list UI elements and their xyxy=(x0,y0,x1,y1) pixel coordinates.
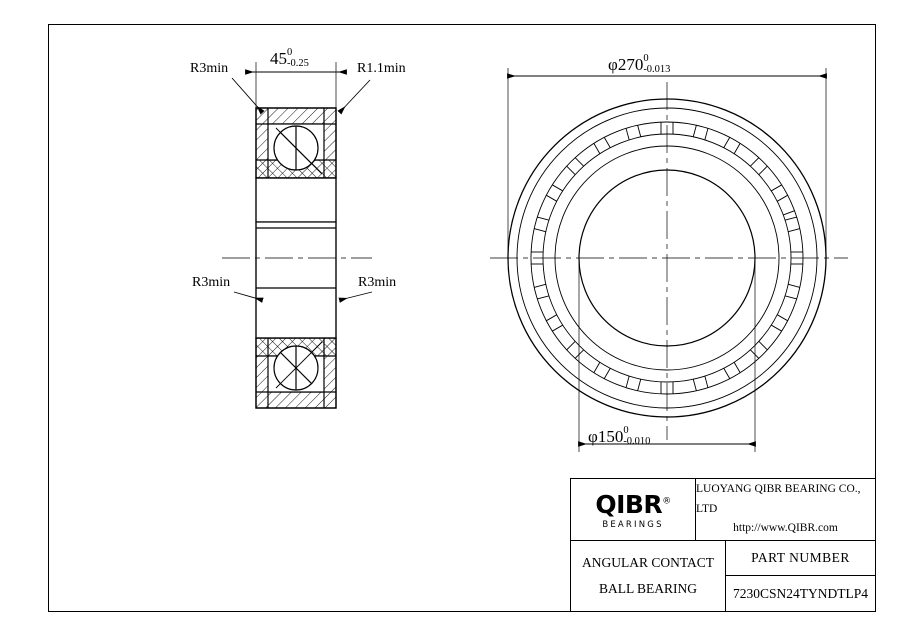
dimension-width xyxy=(270,46,323,69)
product-line-2: BALL BEARING xyxy=(598,581,698,596)
bore-diameter-value: 150 xyxy=(597,427,624,446)
dimension-outer-diameter xyxy=(608,52,679,75)
outer-diameter-symbol: φ xyxy=(608,55,618,74)
dimension-width-upper-tol: 0 xyxy=(287,46,293,58)
outer-diameter-lower-tol: -0.013 xyxy=(643,63,671,75)
title-block xyxy=(570,478,876,612)
bore-diameter-lower-tol: -0.010 xyxy=(623,435,651,447)
label-r1p1min-top-right: R1.1min xyxy=(357,61,406,76)
dimension-bore-diameter xyxy=(588,424,659,447)
company-info xyxy=(696,479,875,540)
part-number-value: 7230CSN24TYNDTLP4 xyxy=(732,585,868,601)
part-number-label: PART NUMBER xyxy=(726,541,875,576)
brand-text: QIBR xyxy=(595,489,663,519)
label-r3min-bottom-right: R3min xyxy=(358,275,397,290)
registered-mark-icon: ® xyxy=(662,496,671,507)
brand-name xyxy=(595,489,671,519)
product-line-1: ANGULAR CONTACT xyxy=(581,555,715,571)
brand-tagline: BEARINGS xyxy=(602,519,664,530)
outer-diameter-upper-tol: 0 xyxy=(643,52,649,64)
company-website: http://www.QIBR.com xyxy=(733,522,838,535)
product-description xyxy=(571,541,726,611)
company-name: LUOYANG QIBR BEARING CO., LTD xyxy=(696,483,861,515)
dimension-width-lower-tol: -0.25 xyxy=(287,57,309,69)
part-number-block xyxy=(726,541,875,611)
bore-diameter-symbol: φ xyxy=(588,427,598,446)
title-block-header xyxy=(571,479,875,541)
label-r3min-top-left: R3min xyxy=(190,61,229,76)
dimension-width-value: 45 xyxy=(270,49,287,68)
brand-logo xyxy=(571,479,696,540)
title-block-body xyxy=(571,541,875,611)
bore-diameter-upper-tol: 0 xyxy=(623,424,629,436)
label-r3min-bottom-left: R3min xyxy=(192,275,231,290)
outer-diameter-value: 270 xyxy=(617,55,644,74)
